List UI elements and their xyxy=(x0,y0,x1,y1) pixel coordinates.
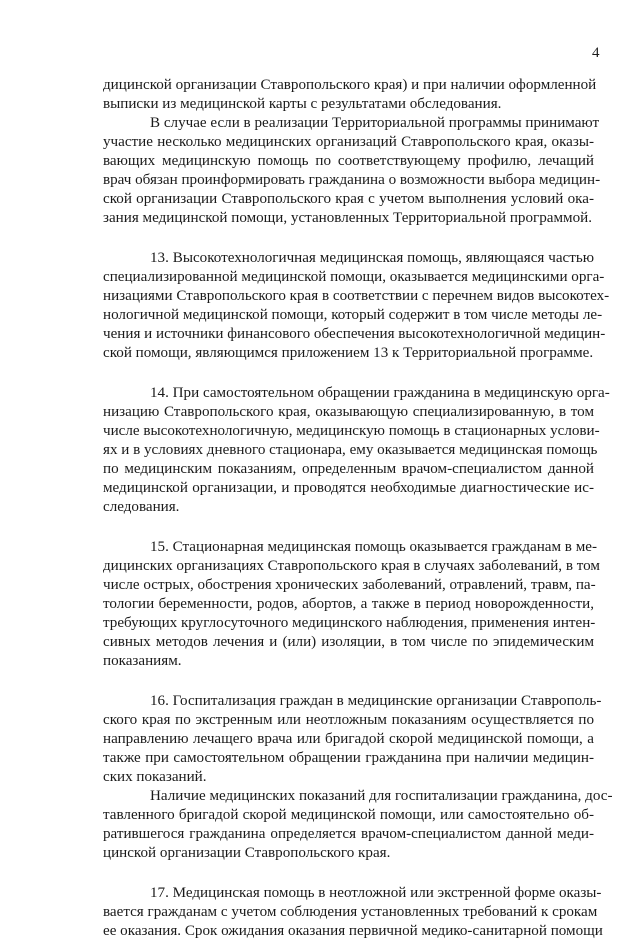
paragraph xyxy=(103,114,601,228)
paragraph-line: 16. Госпитализация граждан в медицинские организации Ставрополь- xyxy=(150,693,602,709)
paragraph-line: 13. Высокотехнологичная медицинская помощь, являющаяся частью xyxy=(150,250,594,266)
paragraph-line: ях и в условиях дневного стационара, ему оказывается медицинская помощь xyxy=(103,442,598,458)
paragraph-gap xyxy=(103,363,594,384)
paragraph-line: дицинских организациях Ставропольского края в случаях заболеваний, в том xyxy=(103,558,600,574)
paragraph-line: по медицинским показаниям, определенным врачом-специалистом данной xyxy=(103,461,594,477)
paragraph-line: участие несколько медицинских организаций Ставропольского края, оказы- xyxy=(103,134,594,150)
paragraph-line: дицинской организации Ставропольского края) и при наличии оформленной xyxy=(103,77,597,93)
paragraph-line: 15. Стационарная медицинская помощь оказывается гражданам в ме- xyxy=(150,539,597,555)
paragraph-line: цинской организации Ставропольского края. xyxy=(103,845,391,861)
paragraph-line: нологичной медицинской помощи, который содержит в том числе методы ле- xyxy=(103,307,603,323)
paragraph-line: ского края по экстренным или неотложным показаниям осуществляется по xyxy=(103,712,594,728)
paragraph-line: врач обязан проинформировать гражданина о возможности выбора медицин- xyxy=(103,172,601,188)
paragraph-line: ской помощи, являющимся приложением 13 к Территориальной программе. xyxy=(103,345,594,361)
paragraph-line: чения и источники финансового обеспечения высокотехнологичной медицин- xyxy=(103,326,606,342)
paragraph-line: ских показаний. xyxy=(103,769,207,785)
paragraph-line: тавленного бригадой скорой медицинской помощи, или самостоятельно об- xyxy=(103,807,594,823)
paragraph xyxy=(103,538,600,671)
paragraph-line: медицинской организации, и проводятся необходимые диагностические ис- xyxy=(103,480,594,496)
paragraph xyxy=(103,692,602,787)
paragraph-line: ской организации Ставропольского края с учетом выполнения условий ока- xyxy=(103,191,594,207)
paragraph-line: выписки из медицинской карты с результатами обследования. xyxy=(103,96,502,112)
paragraph-gap xyxy=(103,863,594,884)
paragraph-line: В случае если в реализации Территориальной программы принимают xyxy=(150,115,600,131)
paragraph-line: низацию Ставропольского края, оказывающую специализированную, в том xyxy=(103,404,594,420)
paragraph-gap xyxy=(103,671,594,692)
paragraph-line: ее оказания. Срок ожидания оказания первичной медико-санитарной помощи xyxy=(103,923,603,939)
paragraph-gap xyxy=(103,228,594,249)
paragraph-line: тологии беременности, родов, абортов, а также в период новорожденности, xyxy=(103,596,594,612)
paragraph xyxy=(103,384,610,517)
paragraph xyxy=(103,249,610,363)
paragraph-line: требующих круглосуточного медицинского наблюдения, применения интен- xyxy=(103,615,596,631)
paragraph xyxy=(103,76,597,114)
document-body xyxy=(103,76,613,941)
paragraph-line: числе высокотехнологичную, медицинскую помощь в стационарных услови- xyxy=(103,423,600,439)
paragraph-gap xyxy=(103,517,594,538)
paragraph-line: специализированной медицинской помощи, оказывается медицинскими орга- xyxy=(103,269,605,285)
paragraph-line: зания медицинской помощи, установленных Территориальной программой. xyxy=(103,210,592,226)
paragraph-line: числе острых, обострения хронических заболеваний, отравлений, травм, па- xyxy=(103,577,596,593)
paragraph-line: вается гражданам с учетом соблюдения установленных требований к срокам xyxy=(103,904,598,920)
paragraph-line: также при самостоятельном обращении гражданина при наличии медицин- xyxy=(103,750,594,766)
paragraph xyxy=(103,787,613,863)
paragraph-line: ратившегося гражданина определяется врачом-специалистом данной меди- xyxy=(103,826,594,842)
paragraph-line: показаниям. xyxy=(103,653,182,669)
paragraph-line: Наличие медицинских показаний для госпитализации гражданина, дос- xyxy=(150,788,613,804)
paragraph-line: следования. xyxy=(103,499,180,515)
paragraph-line: вающих медицинскую помощь по соответствующему профилю, лечащий xyxy=(103,153,594,169)
paragraph-line: 14. При самостоятельном обращении гражданина в медицинскую орга- xyxy=(150,385,610,401)
paragraph-line: сивных методов лечения и (или) изоляции, в том числе по эпидемическим xyxy=(103,634,594,650)
paragraph xyxy=(103,884,603,941)
paragraph-line: 17. Медицинская помощь в неотложной или экстренной форме оказы- xyxy=(150,885,602,901)
paragraph-line: низациями Ставропольского края в соответствии с перечнем видов высокотех- xyxy=(103,288,610,304)
page-number: 4 xyxy=(592,45,600,61)
paragraph-line: направлению лечащего врача или бригадой скорой медицинской помощи, а xyxy=(103,731,594,747)
